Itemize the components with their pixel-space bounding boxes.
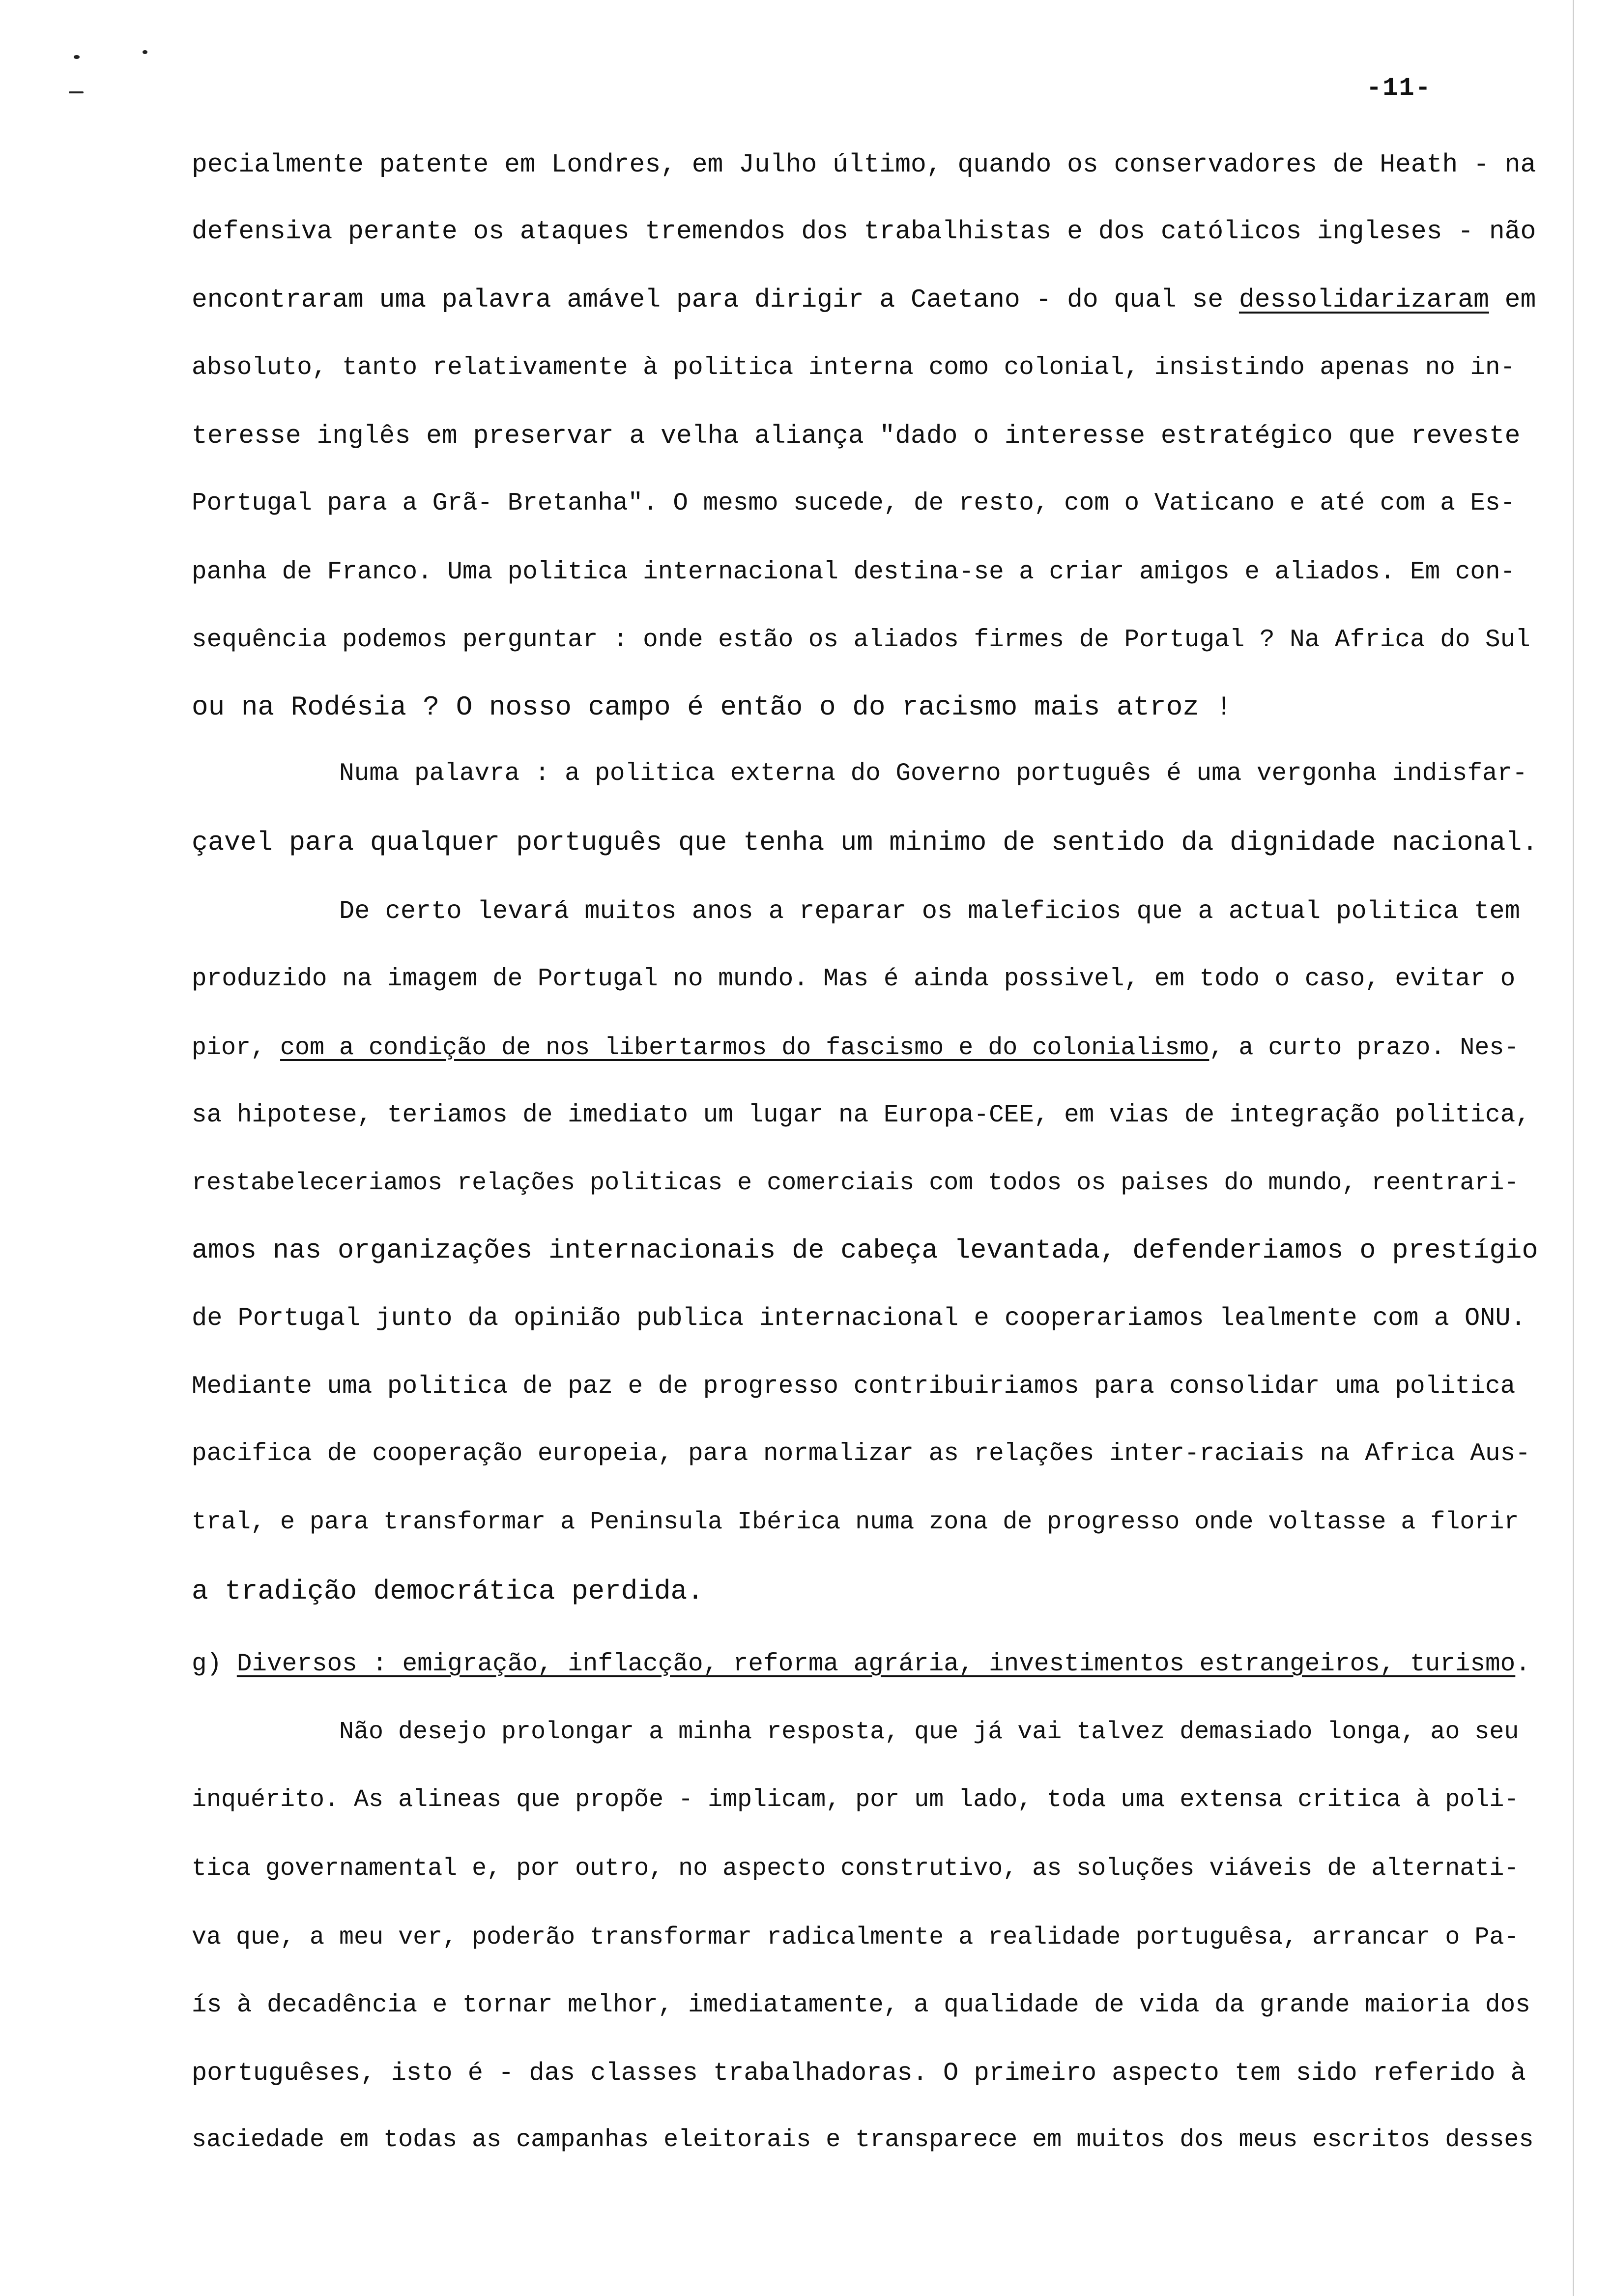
text-line [192, 1031, 1519, 1065]
text-line: pacifica de cooperação europeia, para normalizar as relações inter-raciais na Africa Aus- [192, 1440, 1530, 1468]
text-line: defensiva perante os ataques tremendos dos trabalhistas e dos católicos ingleses - não [192, 217, 1536, 246]
text-line: absoluto, tanto relativamente à politica interna como colonial, insistindo apenas no in- [192, 354, 1516, 382]
text-line: sa hipotese, teriamos de imediato um lugar na Europa-CEE, em vias de integração politica, [192, 1101, 1530, 1129]
text-line: Não desejo prolongar a minha resposta, que já vai talvez demasiado longa, ao seu [339, 1718, 1519, 1746]
scan-speck [143, 50, 147, 54]
text-line: Mediante uma politica de paz e de progresso contribuiriamos para consolidar uma politica [192, 1373, 1516, 1401]
text-line: De certo levará muitos anos a reparar os maleficios que a actual politica tem [339, 897, 1520, 926]
text-line: tica governamental e, por outro, no aspecto construtivo, as soluções viáveis de alternati- [192, 1855, 1519, 1883]
underlined-text: dessolidarizaram [1238, 285, 1489, 315]
text-segment: em [1489, 285, 1536, 315]
text-segment: encontraram uma palavra amável para dirigir a Caetano - do qual se [192, 285, 1239, 315]
text-line: çavel para qualquer português que tenha um minimo de sentido da dignidade nacional. [192, 827, 1538, 858]
text-line: portuguêses, isto é - das classes trabalhadoras. O primeiro aspecto tem sido referido à [192, 2059, 1526, 2088]
text-line: saciedade em todas as campanhas eleitorais e transparece em muitos dos meus escritos desses [192, 2126, 1534, 2154]
text-line: Portugal para a Grã- Bretanha". O mesmo sucede, de resto, com o Vaticano e até com a Es- [192, 489, 1516, 517]
text-line: a tradição democrática perdida. [192, 1576, 704, 1607]
text-segment: g) [192, 1650, 237, 1678]
text-line: ou na Rodésia ? O nosso campo é então o do racismo mais atroz ! [192, 691, 1233, 723]
text-line: teresse inglês em preservar a velha aliança "dado o interesse estratégico que reveste [192, 421, 1521, 451]
text-segment: pior, [192, 1034, 281, 1062]
text-line: va que, a meu ver, poderão transformar radicalmente a realidade portuguêsa, arrancar o Pa- [192, 1923, 1519, 1952]
text-line: amos nas organizações internacionais de cabeça levantada, defenderiamos o prestígio [192, 1235, 1538, 1266]
text-line: restabeleceriamos relações politicas e comerciais com todos os paises do mundo, reentrari- [192, 1169, 1519, 1197]
text-line: produzido na imagem de Portugal no mundo. Mas é ainda possivel, em todo o caso, evitar o [192, 965, 1516, 993]
text-line: de Portugal junto da opinião publica internacional e cooperariamos lealmente com a ONU. [192, 1304, 1526, 1333]
text-segment: , a curto prazo. Nes- [1209, 1034, 1519, 1062]
text-line: pecialmente patente em Londres, em Julho último, quando os conservadores de Heath - na [192, 150, 1536, 179]
underlined-text: com a condição de nos libertarmos do fascismo e do colonialismo [280, 1034, 1209, 1062]
underlined-text: Diversos : emigração, inflacção, reforma agrária, investimentos estrangeiros, turismo [236, 1650, 1516, 1678]
text-segment: . [1515, 1650, 1530, 1678]
scan-speck [74, 55, 80, 59]
page-number: -11- [1366, 74, 1432, 103]
text-line: tral, e para transformar a Peninsula Ibérica numa zona de progresso onde voltasse a florir [192, 1508, 1519, 1536]
scan-edge [1573, 0, 1574, 2296]
text-line: inquérito. As alineas que propõe - implicam, por um lado, toda uma extensa critica à poli- [192, 1786, 1519, 1814]
text-line: sequência podemos perguntar : onde estão os aliados firmes de Portugal ? Na Africa do Sul [192, 626, 1530, 654]
text-line [192, 1647, 1530, 1682]
text-line: ís à decadência e tornar melhor, imediatamente, a qualidade de vida da grande maioria dos [192, 1991, 1530, 2019]
text-line: panha de Franco. Uma politica internacional destina-se a criar amigos e aliados. Em con- [192, 558, 1516, 586]
text-line: Numa palavra : a politica externa do Governo português é uma vergonha indisfar- [339, 760, 1527, 788]
text-line [192, 283, 1536, 317]
scan-speck [69, 91, 84, 93]
